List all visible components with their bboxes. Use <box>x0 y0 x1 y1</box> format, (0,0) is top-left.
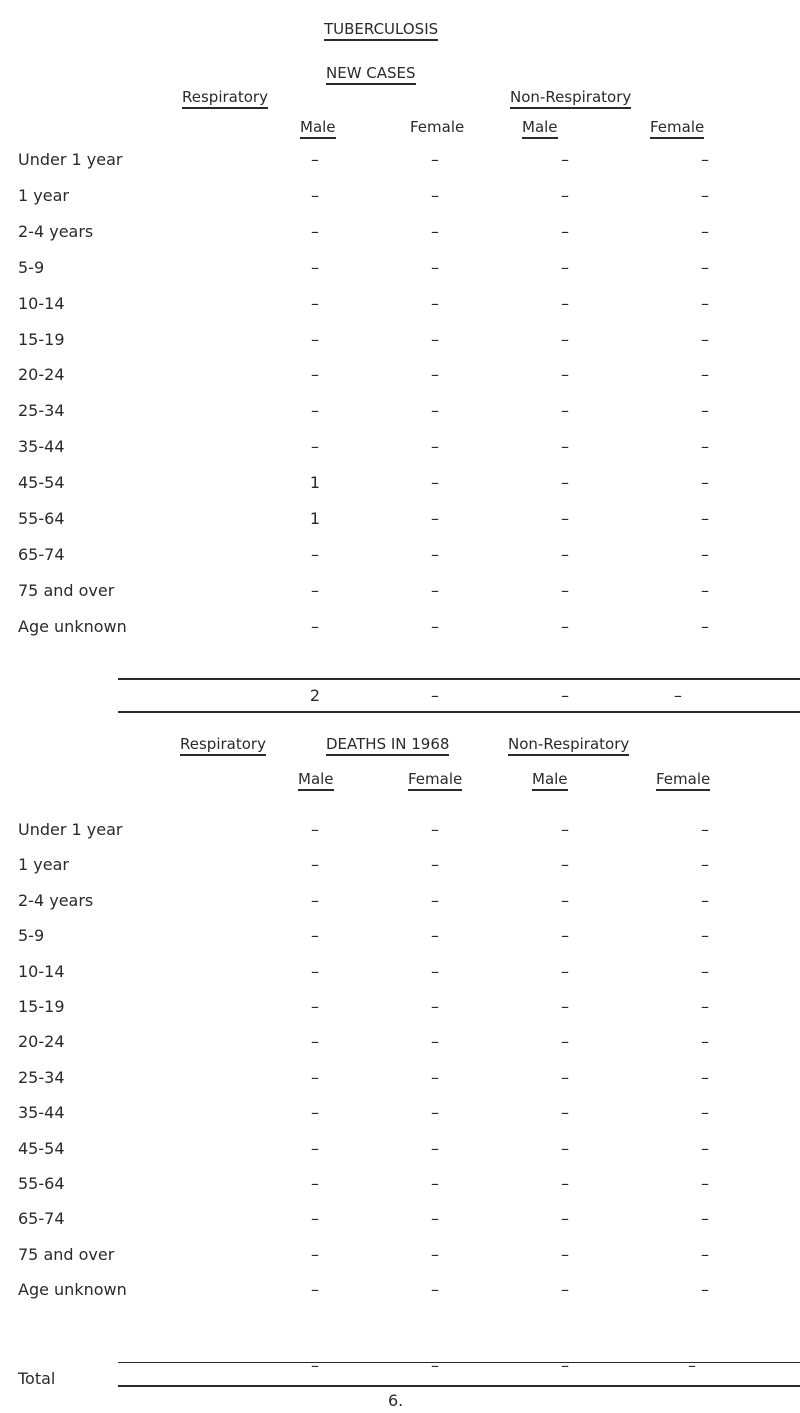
deaths-total-nonresp-male: – <box>561 1356 569 1375</box>
cell-resp-male: – <box>311 150 319 169</box>
cell-resp-female: – <box>431 1174 439 1193</box>
cell-resp-female: – <box>431 820 439 839</box>
cell-nonresp-female: – <box>701 544 709 564</box>
age-group-label: Age unknown <box>18 616 127 636</box>
cell-resp-male: – <box>311 926 319 946</box>
cell-nonresp-female: – <box>701 997 709 1016</box>
cell-nonresp-female: – <box>701 1103 709 1123</box>
cell-resp-male: – <box>311 544 319 564</box>
cell-nonresp-female: – <box>701 401 709 421</box>
age-group-label: 2-4 years <box>18 221 94 241</box>
age-group-label: 75 and over <box>18 580 115 600</box>
cell-nonresp-female: – <box>701 926 709 946</box>
cell-nonresp-female: – <box>701 580 709 600</box>
cell-resp-female: – <box>431 365 439 385</box>
cell-resp-male: – <box>311 1067 319 1087</box>
cell-nonresp-male: – <box>561 580 569 600</box>
deaths-total-label: Total <box>18 1369 56 1388</box>
cell-nonresp-male: – <box>561 509 569 528</box>
age-group-label: 35-44 <box>18 437 65 457</box>
total-nonresp-male: – <box>561 686 569 705</box>
cell-resp-male: – <box>311 961 319 981</box>
cell-resp-female: – <box>431 580 439 600</box>
cell-nonresp-male: – <box>561 257 569 277</box>
cell-nonresp-female: – <box>701 150 709 169</box>
page-number: 6. <box>388 1391 404 1410</box>
col-resp-female: Female <box>410 118 465 136</box>
cell-nonresp-male: – <box>561 1138 569 1158</box>
cell-resp-female: – <box>431 1032 439 1052</box>
cell-nonresp-female: – <box>701 293 709 313</box>
cell-resp-male: – <box>311 820 319 839</box>
cell-nonresp-female: – <box>701 1280 709 1300</box>
cell-resp-male: – <box>311 1280 319 1300</box>
age-group-label: 25-34 <box>18 401 65 421</box>
cell-nonresp-female: – <box>701 855 709 875</box>
cell-resp-male: – <box>311 257 319 277</box>
new-cases-title: NEW CASES <box>326 64 416 85</box>
cell-resp-female: – <box>431 1103 439 1123</box>
cell-resp-female: – <box>431 926 439 946</box>
cell-nonresp-male: – <box>561 150 569 169</box>
age-group-label: 20-24 <box>18 365 65 385</box>
cell-nonresp-female: – <box>701 365 709 385</box>
cell-nonresp-male: – <box>561 329 569 349</box>
cell-resp-male: – <box>311 221 319 241</box>
age-group-label: 20-24 <box>18 1032 65 1052</box>
deaths-totals-bottom-rule <box>118 1385 800 1387</box>
cell-nonresp-female: – <box>701 1174 709 1193</box>
cell-resp-female: – <box>431 509 439 528</box>
cell-resp-male: – <box>311 1032 319 1052</box>
cell-nonresp-female: – <box>701 329 709 349</box>
cell-nonresp-male: – <box>561 961 569 981</box>
cell-resp-female: – <box>431 544 439 564</box>
total-resp-male: 2 <box>309 686 321 705</box>
cell-resp-female: – <box>431 1138 439 1158</box>
cell-resp-male: – <box>311 293 319 313</box>
cell-resp-male: – <box>311 401 319 421</box>
cell-nonresp-male: – <box>561 221 569 241</box>
cell-nonresp-male: – <box>561 544 569 564</box>
cell-resp-female: – <box>431 890 439 910</box>
deaths-respiratory-group-header: Respiratory <box>180 735 266 756</box>
cell-resp-female: – <box>431 997 439 1016</box>
cell-resp-female: – <box>431 473 439 493</box>
cell-nonresp-male: – <box>561 1174 569 1193</box>
cell-nonresp-female: – <box>701 820 709 839</box>
deaths-total-resp-female: – <box>431 1356 439 1375</box>
cell-resp-female: – <box>431 855 439 875</box>
cell-resp-female: – <box>431 185 439 205</box>
cell-resp-male: 1 <box>309 509 321 528</box>
totals-top-rule <box>118 678 800 680</box>
deaths-col-nonresp-male: Male <box>532 770 568 791</box>
cell-resp-male: – <box>311 185 319 205</box>
cell-resp-male: – <box>311 437 319 457</box>
total-resp-female: – <box>431 686 439 705</box>
age-group-label: 65-74 <box>18 544 65 564</box>
cell-nonresp-female: – <box>701 961 709 981</box>
deaths-col-resp-female: Female <box>408 770 462 791</box>
cell-resp-female: – <box>431 401 439 421</box>
cell-nonresp-female: – <box>701 473 709 493</box>
cell-resp-male: – <box>311 329 319 349</box>
cell-resp-male: – <box>311 997 319 1016</box>
age-group-label: 55-64 <box>18 509 65 528</box>
cell-resp-male: – <box>311 1244 319 1264</box>
age-group-label: 35-44 <box>18 1103 65 1123</box>
cell-nonresp-male: – <box>561 401 569 421</box>
cell-resp-female: – <box>431 616 439 636</box>
cell-resp-female: – <box>431 293 439 313</box>
cell-nonresp-male: – <box>561 616 569 636</box>
totals-bottom-rule <box>118 711 800 713</box>
age-group-label: 1 year <box>18 855 69 875</box>
cell-nonresp-male: – <box>561 1209 569 1229</box>
cell-resp-female: – <box>431 1067 439 1087</box>
cell-nonresp-female: – <box>701 185 709 205</box>
cell-nonresp-male: – <box>561 437 569 457</box>
age-group-label: 25-34 <box>18 1067 65 1087</box>
cell-resp-female: – <box>431 1244 439 1264</box>
cell-nonresp-male: – <box>561 473 569 493</box>
cell-resp-male: – <box>311 365 319 385</box>
cell-nonresp-male: – <box>561 1067 569 1087</box>
age-group-label: 5-9 <box>18 257 45 277</box>
cell-nonresp-male: – <box>561 185 569 205</box>
age-group-label: 15-19 <box>18 997 65 1016</box>
age-group-label: Age unknown <box>18 1280 127 1300</box>
cell-nonresp-male: – <box>561 890 569 910</box>
cell-nonresp-female: – <box>701 1209 709 1229</box>
cell-nonresp-male: – <box>561 1032 569 1052</box>
deaths-total-resp-male: – <box>311 1356 319 1375</box>
cell-nonresp-male: – <box>561 926 569 946</box>
cell-nonresp-female: – <box>701 509 709 528</box>
cell-resp-female: – <box>431 1209 439 1229</box>
deaths-total-nonresp-female: – <box>688 1356 696 1375</box>
cell-nonresp-female: – <box>701 1067 709 1087</box>
cell-resp-male: – <box>311 855 319 875</box>
age-group-label: Under 1 year <box>18 820 123 839</box>
cell-resp-male: – <box>311 1209 319 1229</box>
cell-nonresp-male: – <box>561 1244 569 1264</box>
cell-resp-female: – <box>431 961 439 981</box>
cell-nonresp-male: – <box>561 855 569 875</box>
age-group-label: 65-74 <box>18 1209 65 1229</box>
age-group-label: 1 year <box>18 185 69 205</box>
cell-nonresp-male: – <box>561 365 569 385</box>
cell-resp-female: – <box>431 221 439 241</box>
age-group-label: 5-9 <box>18 926 45 946</box>
non-respiratory-group-header: Non-Respiratory <box>510 88 631 109</box>
age-group-label: 45-54 <box>18 1138 65 1158</box>
cell-resp-male: 1 <box>309 473 321 493</box>
cell-nonresp-male: – <box>561 1280 569 1300</box>
deaths-title: DEATHS IN 1968 <box>326 735 449 756</box>
cell-nonresp-female: – <box>701 1244 709 1264</box>
col-nonresp-male: Male <box>522 118 558 139</box>
cell-resp-male: – <box>311 1174 319 1193</box>
age-group-label: 45-54 <box>18 473 65 493</box>
cell-nonresp-male: – <box>561 1103 569 1123</box>
col-resp-male: Male <box>300 118 336 139</box>
cell-resp-male: – <box>311 1138 319 1158</box>
cell-resp-female: – <box>431 150 439 169</box>
cell-resp-male: – <box>311 616 319 636</box>
total-nonresp-female: – <box>674 686 682 705</box>
cell-nonresp-female: – <box>701 437 709 457</box>
age-group-label: 10-14 <box>18 961 65 981</box>
cell-resp-female: – <box>431 257 439 277</box>
cell-nonresp-male: – <box>561 293 569 313</box>
cell-resp-female: – <box>431 1280 439 1300</box>
age-group-label: 10-14 <box>18 293 65 313</box>
cell-nonresp-male: – <box>561 997 569 1016</box>
age-group-label: 15-19 <box>18 329 65 349</box>
cell-nonresp-female: – <box>701 616 709 636</box>
cell-nonresp-female: – <box>701 1032 709 1052</box>
cell-resp-female: – <box>431 329 439 349</box>
page-title: TUBERCULOSIS <box>324 20 438 41</box>
age-group-label: 75 and over <box>18 1244 115 1264</box>
deaths-col-nonresp-female: Female <box>656 770 710 791</box>
cell-nonresp-female: – <box>701 1138 709 1158</box>
deaths-non-respiratory-group-header: Non-Respiratory <box>508 735 629 756</box>
cell-resp-male: – <box>311 1103 319 1123</box>
respiratory-group-header: Respiratory <box>182 88 268 109</box>
cell-nonresp-female: – <box>701 890 709 910</box>
cell-resp-female: – <box>431 437 439 457</box>
cell-resp-male: – <box>311 890 319 910</box>
cell-resp-male: – <box>311 580 319 600</box>
deaths-col-resp-male: Male <box>298 770 334 791</box>
cell-nonresp-female: – <box>701 221 709 241</box>
col-nonresp-female: Female <box>650 118 704 139</box>
age-group-label: 2-4 years <box>18 890 94 910</box>
age-group-label: Under 1 year <box>18 150 123 169</box>
age-group-label: 55-64 <box>18 1174 65 1193</box>
cell-nonresp-male: – <box>561 820 569 839</box>
cell-nonresp-female: – <box>701 257 709 277</box>
